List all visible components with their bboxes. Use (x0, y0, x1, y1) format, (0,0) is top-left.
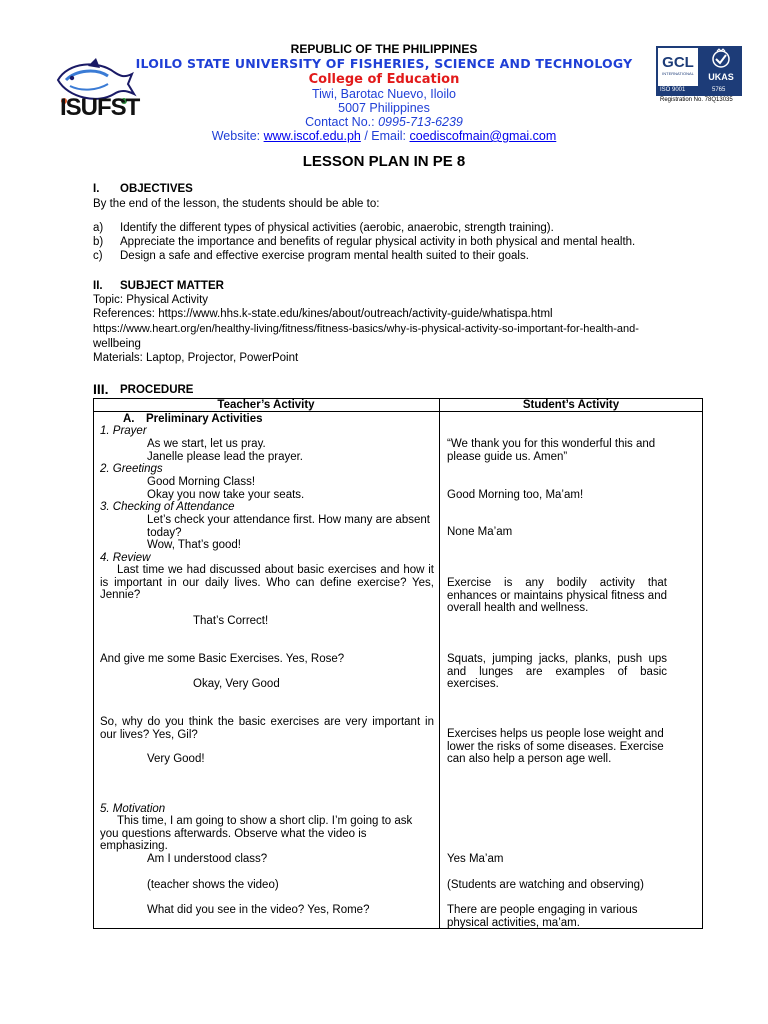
motivation-teacher-3: (teacher shows the video) (147, 879, 279, 891)
objective-text-c: Design a safe and effective exercise program mental health suited to their goals. (120, 250, 529, 262)
registration-number: Registration No. 78Q13035 (660, 97, 733, 103)
objective-text-a: Identify the different types of physical activities (aerobic, anaerobic, strength training). (120, 222, 554, 234)
subject-heading: SUBJECT MATTER (120, 280, 224, 292)
address-line-1: Tiwi, Barotac Nuevo, Iloilo (311, 87, 457, 101)
step-attendance: 3. Checking of Attendance (100, 501, 235, 513)
website-label: Website: (211, 129, 264, 143)
ukas-text: UKAS (708, 72, 734, 82)
subject-topic: Topic: Physical Activity (93, 294, 209, 306)
column-header-student: Student’s Activity (522, 399, 620, 411)
review-teacher-6: Very Good! (147, 753, 205, 765)
review-teacher-1: Last time we had discussed about basic exercises and how it is important in our daily lives. Who can define exercise? Yes, Jennie? (100, 564, 434, 602)
section-a-letter: A. (123, 413, 135, 425)
certification-badge (656, 46, 742, 96)
logo-text: ISUFST (60, 94, 140, 121)
email-label: / Email: (360, 129, 410, 143)
attendance-teacher-2: Wow, That’s good! (147, 539, 241, 551)
procedure-number: III. (93, 381, 109, 397)
review-teacher-5: So, why do you think the basic exercises are very important in our lives? Yes, Gil? (100, 716, 434, 741)
subject-materials: Materials: Laptop, Projector, PowerPoint (93, 352, 299, 364)
republic-line: REPUBLIC OF THE PHILIPPINES (290, 42, 478, 56)
step-prayer: 1. Prayer (100, 425, 147, 437)
review-student-5: Exercises helps us people lose weight and lower the risks of some diseases. Exercise can also help a person age well. (447, 728, 664, 766)
procedure-heading: PROCEDURE (120, 384, 194, 396)
contact-line (0, 115, 768, 129)
gcl-sub-text: INTERNATIONAL (662, 71, 694, 76)
review-student-1: Exercise is any bodily activity that enhances or maintains physical fitness and overall health and wellness. (447, 577, 667, 615)
website-line (0, 129, 768, 143)
subject-number: II. (93, 280, 103, 292)
crown-check-icon (709, 48, 733, 68)
prayer-teacher-2: Janelle please lead the prayer. (147, 451, 303, 463)
gcl-logo (658, 48, 698, 86)
objective-letter-a: a) (93, 222, 104, 234)
iso-text: ISO 9001 (660, 87, 686, 93)
review-teacher-4: Okay, Very Good (193, 678, 280, 690)
review-student-3: Squats, jumping jacks, planks, push ups and lunges are examples of basic exercises. (447, 653, 667, 691)
address-line-2: 5007 Philippines (338, 101, 430, 115)
objective-letter-b: b) (93, 236, 104, 248)
objectives-number: I. (93, 183, 100, 195)
review-teacher-2: That’s Correct! (193, 615, 269, 627)
objectives-intro: By the end of the lesson, the students should be able to: (93, 198, 380, 210)
prayer-student: “We thank you for this wonderful this and please guide us. Amen” (447, 438, 656, 463)
greetings-teacher-1: Good Morning Class! (147, 476, 256, 488)
college-name: College of Education (308, 72, 460, 87)
attendance-student: None Ma’am (447, 526, 513, 538)
subject-reference-2: https://www.heart.org/en/healthy-living/fitness/fitness-basics/why-is-physical-activity-so-important-for-health-and- (93, 323, 639, 335)
subject-reference-3: wellbeing (93, 338, 141, 350)
table-left-border (93, 398, 94, 929)
motivation-teacher-1: This time, I am going to show a short clip. I’m going to ask you questions afterwards. Observe what the video is emphasizing. (100, 815, 413, 853)
motivation-student-4: There are people engaging in various physical activities, ma’am. (447, 904, 638, 929)
objective-text-b: Appreciate the importance and benefits of regular physical activity in both physical and mental health. (120, 236, 636, 248)
lesson-title: LESSON PLAN IN PE 8 (302, 153, 466, 170)
objective-letter-c: c) (93, 250, 103, 262)
greetings-teacher-2: Okay you now take your seats. (147, 489, 305, 501)
subject-reference-1: References: https://www.hhs.k-state.edu/kines/about/outreach/activity-guide/whatispa.html (93, 308, 553, 320)
gcl-text: GCL (662, 54, 694, 71)
motivation-student-3: (Students are watching and observing) (447, 879, 644, 891)
contact-label: Contact No.: (305, 115, 379, 129)
attendance-teacher-1: Let’s check your attendance first. How many are absent today? (147, 514, 430, 539)
motivation-teacher-2: Am I understood class? (147, 853, 268, 865)
email-link[interactable]: coediscofmain@gmai.com (409, 129, 557, 143)
step-motivation: 5. Motivation (100, 803, 166, 815)
section-a-heading: Preliminary Activities (146, 413, 263, 425)
objectives-heading: OBJECTIVES (120, 183, 193, 195)
step-greetings: 2. Greetings (100, 463, 163, 475)
motivation-teacher-4: What did you see in the video? Yes, Rome? (147, 904, 370, 916)
motivation-student-2: Yes Ma’am (447, 853, 504, 865)
table-right-border (702, 398, 703, 929)
review-teacher-3: And give me some Basic Exercises. Yes, Rose? (100, 653, 345, 665)
column-header-teacher: Teacher’s Activity (217, 399, 315, 411)
website-link[interactable]: www.iscof.edu.ph (263, 129, 361, 143)
ukas-logo (702, 48, 740, 86)
prayer-teacher-1: As we start, let us pray. (147, 438, 266, 450)
greetings-student: Good Morning too, Ma’am! (447, 489, 584, 501)
contact-number: 0995-713-6239 (378, 115, 463, 129)
step-review: 4. Review (100, 552, 151, 564)
cert-number: 5765 (712, 87, 726, 93)
table-column-divider (439, 398, 440, 929)
university-name: ILOILO STATE UNIVERSITY OF FISHERIES, SCIENCE AND TECHNOLOGY (135, 56, 633, 71)
